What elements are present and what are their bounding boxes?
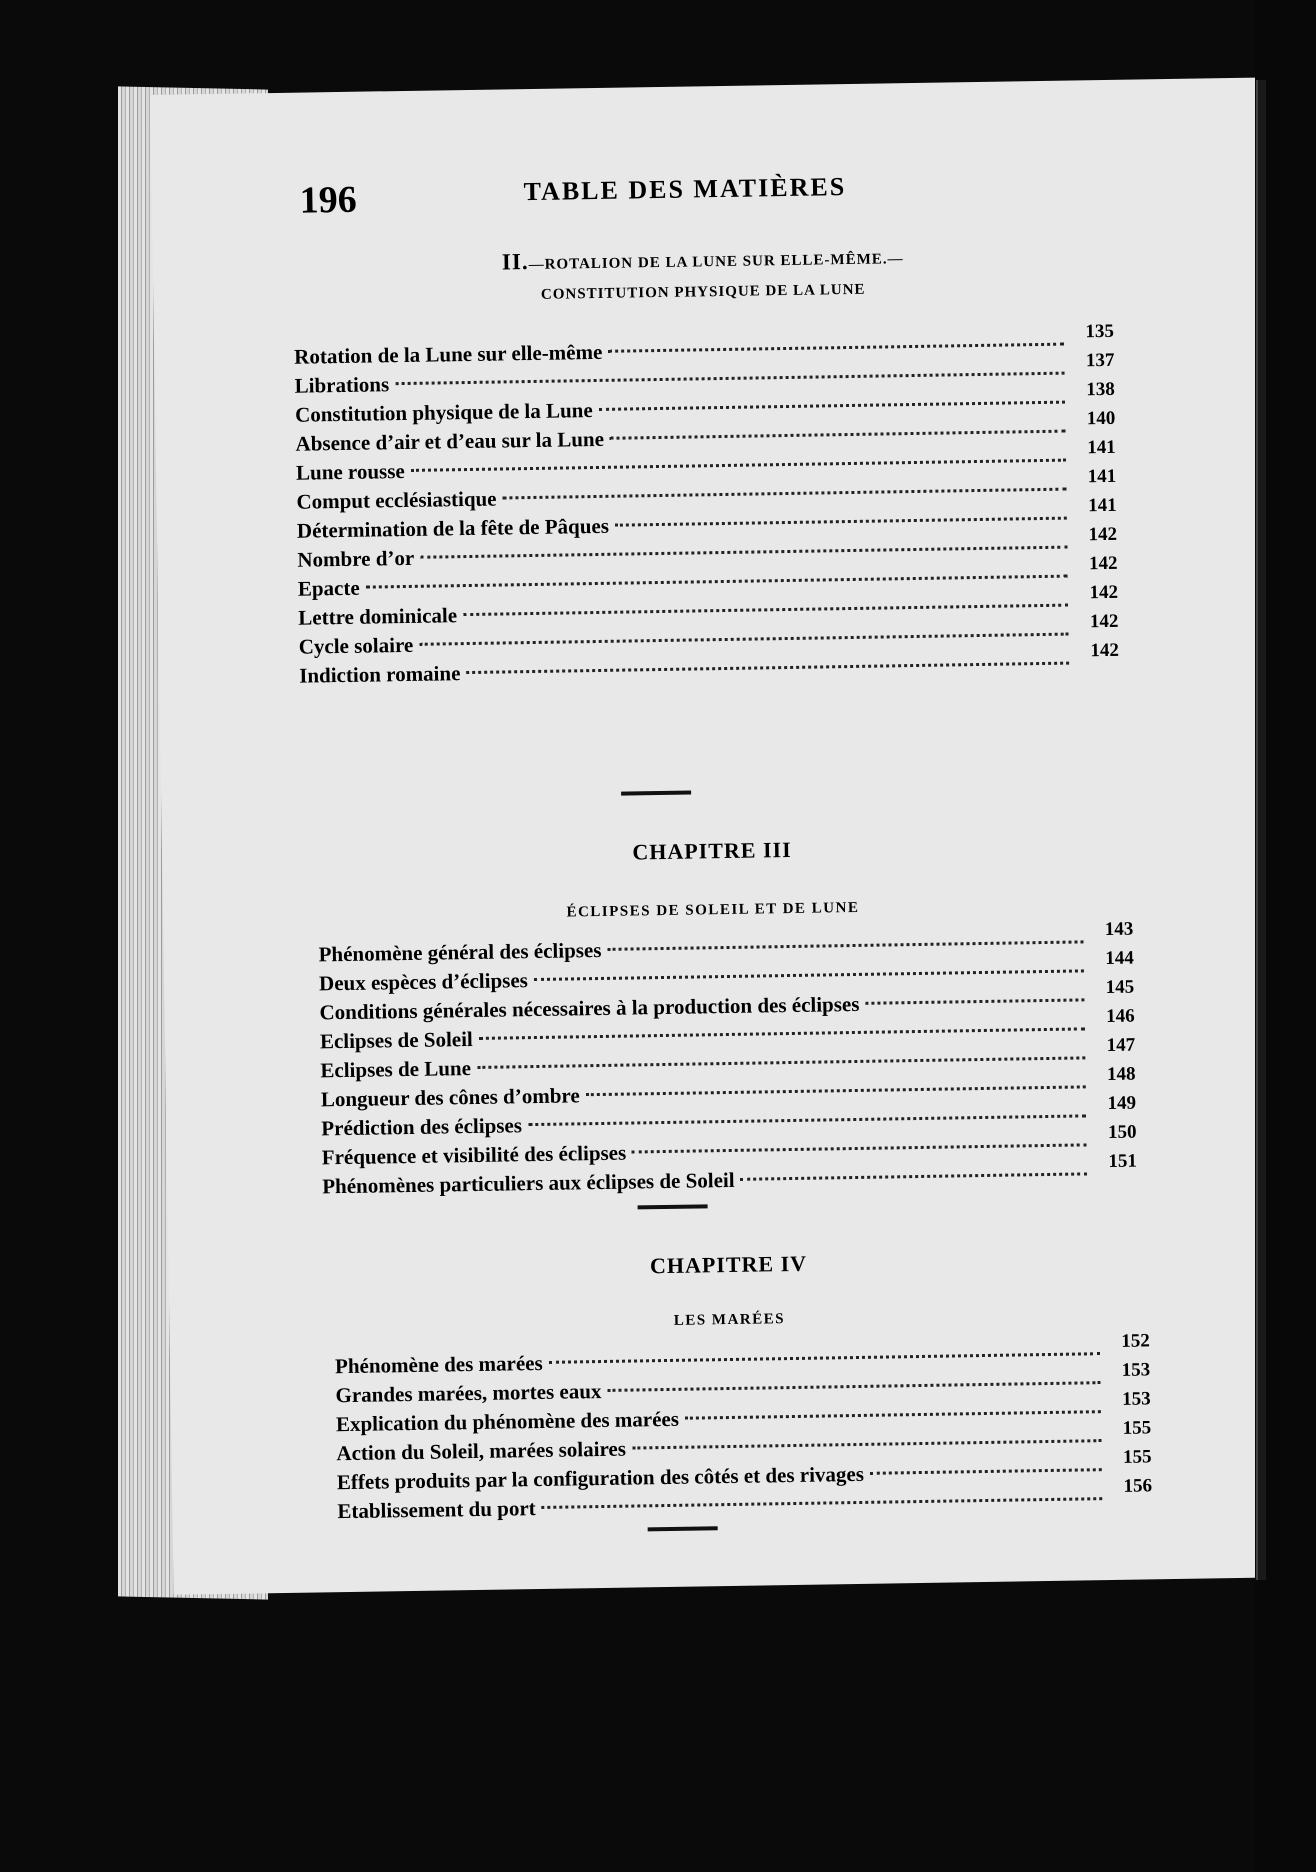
toc-entry-page: 142: [1088, 523, 1118, 546]
toc-entry-page: 141: [1087, 494, 1117, 517]
toc-entry-page: 156: [1123, 1475, 1153, 1497]
toc-leader-dots: [586, 1085, 1086, 1096]
toc-leader-dots: [502, 488, 1066, 500]
chapter-iv-title: CHAPITRE IV: [649, 1250, 808, 1279]
section-ii-heading-line2: CONSTITUTION PHYSIQUE DE LA LUNE: [540, 281, 866, 303]
toc-entry-page: 138: [1086, 378, 1115, 401]
toc-leader-dots: [608, 343, 1064, 353]
toc-chapter-iv: [334, 1330, 1153, 1528]
toc-entry-label: Lettre dominicale: [298, 603, 458, 630]
toc-entry-label: Détermination de la fête de Pâques: [296, 513, 610, 543]
toc-entry-page: 143: [1104, 918, 1134, 941]
toc-entry-label: Epacte: [297, 575, 360, 601]
toc-entry-page: 152: [1121, 1330, 1150, 1352]
toc-leader-dots: [463, 604, 1068, 617]
toc-section-ii: [294, 320, 1120, 693]
toc-entry-label: Constitution physique de la Lune: [294, 398, 593, 427]
toc-leader-dots: [741, 1172, 1088, 1180]
toc-leader-dots: [607, 940, 1083, 950]
toc-leader-dots: [542, 1497, 1103, 1509]
toc-leader-dots: [528, 1114, 1086, 1126]
divider-rule: [621, 791, 691, 796]
toc-leader-dots: [479, 1027, 1085, 1040]
toc-leader-dots: [610, 430, 1066, 440]
running-title: TABLE DES MATIÈRES: [523, 172, 847, 207]
chapter-iv-subtitle: LES MARÉES: [673, 1311, 786, 1329]
toc-entry-label: Phénomène général des éclipses: [318, 937, 602, 967]
toc-entry-label: Action du Soleil, marées solaires: [336, 1436, 627, 1466]
toc-chapter-iii: [318, 918, 1138, 1204]
toc-leader-dots: [870, 1468, 1102, 1475]
book-page: [150, 77, 1313, 1595]
toc-entry-page: 135: [1085, 320, 1115, 343]
toc-entry-label: Longueur des cônes d’ombre: [320, 1083, 580, 1112]
toc-entry-page: 147: [1106, 1034, 1136, 1057]
toc-leader-dots: [420, 546, 1067, 559]
toc-entry-page: 141: [1087, 465, 1117, 488]
toc-entry-label: Conditions générales nécessaires à la production des éclipses: [319, 991, 860, 1025]
toc-entry-page: 142: [1090, 639, 1120, 662]
toc-entry-page: 142: [1088, 552, 1118, 575]
toc-leader-dots: [411, 459, 1066, 472]
toc-entry-page: 151: [1108, 1150, 1138, 1173]
toc-entry-label: Eclipses de Soleil: [319, 1027, 473, 1054]
toc-leader-dots: [632, 1143, 1087, 1153]
toc-leader-dots: [685, 1410, 1101, 1420]
toc-leader-dots: [607, 1381, 1100, 1392]
divider-rule: [648, 1526, 718, 1531]
divider-rule: [638, 1204, 708, 1209]
toc-entry-page: 150: [1107, 1121, 1137, 1144]
toc-leader-dots: [599, 401, 1065, 411]
toc-leader-dots: [549, 1352, 1100, 1364]
toc-entry-label: Prédiction des éclipses: [321, 1113, 523, 1141]
toc-entry-label: Deux espèces d’éclipses: [318, 968, 529, 996]
toc-entry-label: Grandes marées, mortes eaux: [335, 1379, 602, 1408]
toc-entry-page: 155: [1122, 1417, 1152, 1439]
toc-leader-dots: [865, 998, 1084, 1004]
toc-leader-dots: [419, 633, 1068, 646]
binding-edge: [1256, 80, 1266, 1580]
toc-leader-dots: [615, 517, 1067, 527]
chapter-iii-title: CHAPITRE III: [632, 836, 792, 865]
section-ii: [303, 238, 1104, 314]
chapter-iii-subtitle: ÉCLIPSES DE SOLEIL ET DE LUNE: [566, 899, 860, 921]
toc-entry-page: 141: [1087, 436, 1116, 459]
page-number: 196: [299, 178, 358, 222]
toc-entry-label: Librations: [294, 372, 390, 398]
toc-leader-dots: [632, 1439, 1101, 1449]
toc-entry-page: 145: [1105, 976, 1135, 999]
section-ii-heading-line1: —ROTALION DE LA LUNE SUR ELLE-MÊME.—: [528, 251, 904, 274]
toc-entry-label: Eclipses de Lune: [320, 1056, 472, 1083]
toc-entry-label: Indiction romaine: [299, 661, 461, 688]
toc-entry-label: Phénomène des marées: [334, 1350, 543, 1379]
toc-entry-page: 153: [1121, 1359, 1151, 1381]
toc-entry-label: Rotation de la Lune sur elle-même: [294, 339, 603, 369]
toc-leader-dots: [534, 969, 1084, 981]
toc-entry-page: 140: [1086, 407, 1116, 430]
toc-entry-label: Cycle solaire: [298, 632, 414, 659]
toc-entry-page: 148: [1106, 1063, 1136, 1086]
toc-leader-dots: [366, 575, 1068, 589]
section-ii-numeral: II.: [501, 249, 529, 275]
toc-entry-page: 155: [1122, 1446, 1152, 1468]
toc-entry-page: 137: [1085, 349, 1115, 372]
toc-entry-page: 149: [1107, 1092, 1137, 1115]
toc-entry-label: Explication du phénomène des marées: [335, 1406, 680, 1437]
toc-entry-page: 142: [1089, 581, 1119, 604]
toc-entry-page: 153: [1122, 1388, 1151, 1410]
toc-leader-dots: [477, 1056, 1085, 1069]
toc-entry-label: Comput ecclésiastique: [296, 486, 497, 514]
toc-entry-label: Lune rousse: [295, 459, 405, 485]
toc-leader-dots: [395, 372, 1064, 386]
toc-entry-label: Phénomènes particuliers aux éclipses de Soleil: [322, 1167, 735, 1199]
toc-entry-label: Effets produits par la configuration des côtés et des rivages: [336, 1461, 865, 1495]
toc-entry-label: Etablissement du port: [337, 1496, 536, 1524]
toc-entry-label: Nombre d’or: [297, 545, 415, 572]
toc-entry-label: Fréquence et visibilité des éclipses: [321, 1140, 627, 1170]
toc-entry-label: Absence d’air et d’eau sur la Lune: [295, 426, 605, 456]
toc-entry-page: 146: [1105, 1005, 1135, 1028]
toc-entry-page: 142: [1089, 610, 1119, 633]
toc-entry-page: 144: [1105, 947, 1134, 970]
toc-leader-dots: [466, 662, 1069, 674]
